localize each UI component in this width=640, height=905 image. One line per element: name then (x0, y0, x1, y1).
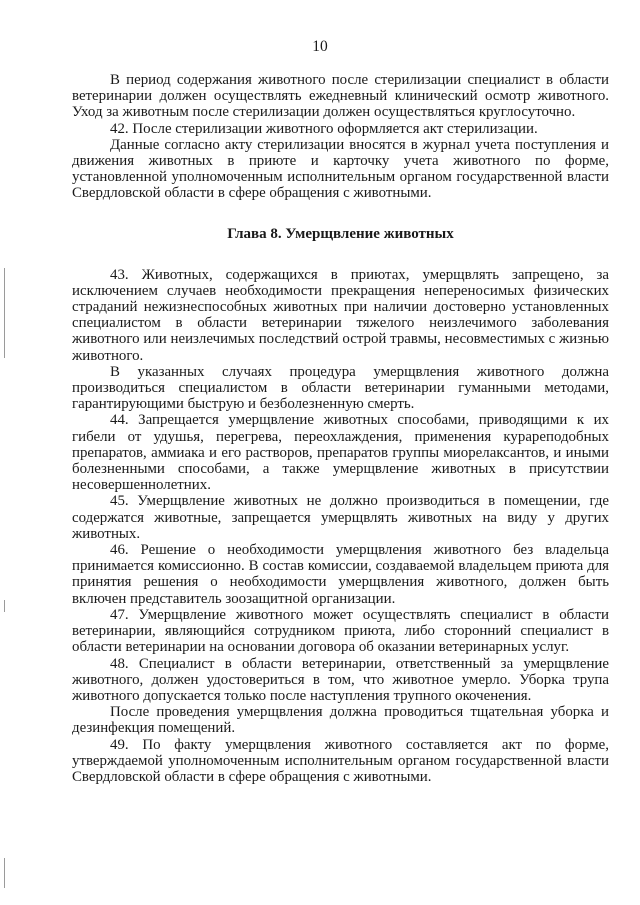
document-body (72, 72, 609, 785)
paragraph: 47. Умерщвление животного может осуществлять специалист в области ветеринарии, являющийся сотрудником приюта, либо сторонний специалист в области ветеринарии на основании договора об оказании ветеринарных услуг. (72, 606, 609, 656)
scan-margin-mark (4, 858, 5, 888)
chapter-heading: Глава 8. Умерщвление животных (227, 225, 454, 242)
paragraph: 44. Запрещается умерщвление животных способами, приводящими к их гибели от удушья, перегрева, переохлаждения, применения курареподобных препаратов, аммиака и его растворов, препаратов группы миорелаксантов, и иными болезненными способами, а также умерщвление животных в присутствии несовершеннолетних. (72, 412, 609, 494)
page-number: 10 (312, 38, 328, 55)
scan-margin-mark (4, 268, 5, 358)
paragraph: Данные согласно акту стерилизации вносятся в журнал учета поступления и движения животных в приюте и карточку учета животного по форме, установленной уполномоченным исполнительным органом государственной власти Свердловской области в сфере обращения с животными. (72, 136, 609, 202)
paragraph: 45. Умерщвление животных не должно производиться в помещении, где содержатся животные, запрещается умерщвлять животных на виду у других животных. (72, 493, 609, 542)
paragraph: 43. Животных, содержащихся в приютах, умерщвлять запрещено, за исключением случаев необходимости прекращения непереносимых физических страданий нежизнеспособных животных при наличии достоверно установленных специалистом в области ветеринарии тяжелого неизлечимого заболевания животного или неизлечимых последствий острой травмы, несовместимых с жизнью животного. (72, 266, 609, 364)
paragraph: После проведения умерщвления должна проводиться тщательная уборка и дезинфекция помещений. (72, 704, 609, 737)
paragraph: 48. Специалист в области ветеринарии, ответственный за умерщвление животного, должен удостовериться в том, что животное умерло. Уборка трупа животного допускается только после наступления трупного окоченения. (72, 655, 609, 704)
paragraph: В указанных случаях процедура умерщвления животного должна производиться специалистом в области ветеринарии гуманными методами, гарантирующими быструю и безболезненную смерть. (72, 363, 609, 413)
scan-margin-mark (4, 600, 5, 612)
paragraph: 46. Решение о необходимости умерщвления животного без владельца принимается комиссионно. В состав комиссии, создаваемой владельцем приюта для принятия решения о необходимости умерщвления животного, должен быть включен представитель зоозащитной организации. (72, 542, 609, 607)
paragraph: 49. По факту умерщвления животного составляется акт по форме, утверждаемой уполномоченным исполнительным органом государственной власти Свердловской области в сфере обращения с животными. (72, 736, 609, 785)
paragraph: 42. После стерилизации животного оформляется акт стерилизации. (110, 120, 538, 137)
paragraph: В период содержания животного после стерилизации специалист в области ветеринарии должен осуществлять ежедневный клинический осмотр животного. Уход за животным после стерилизации должен осуществляться круглосуточно. (72, 72, 609, 121)
